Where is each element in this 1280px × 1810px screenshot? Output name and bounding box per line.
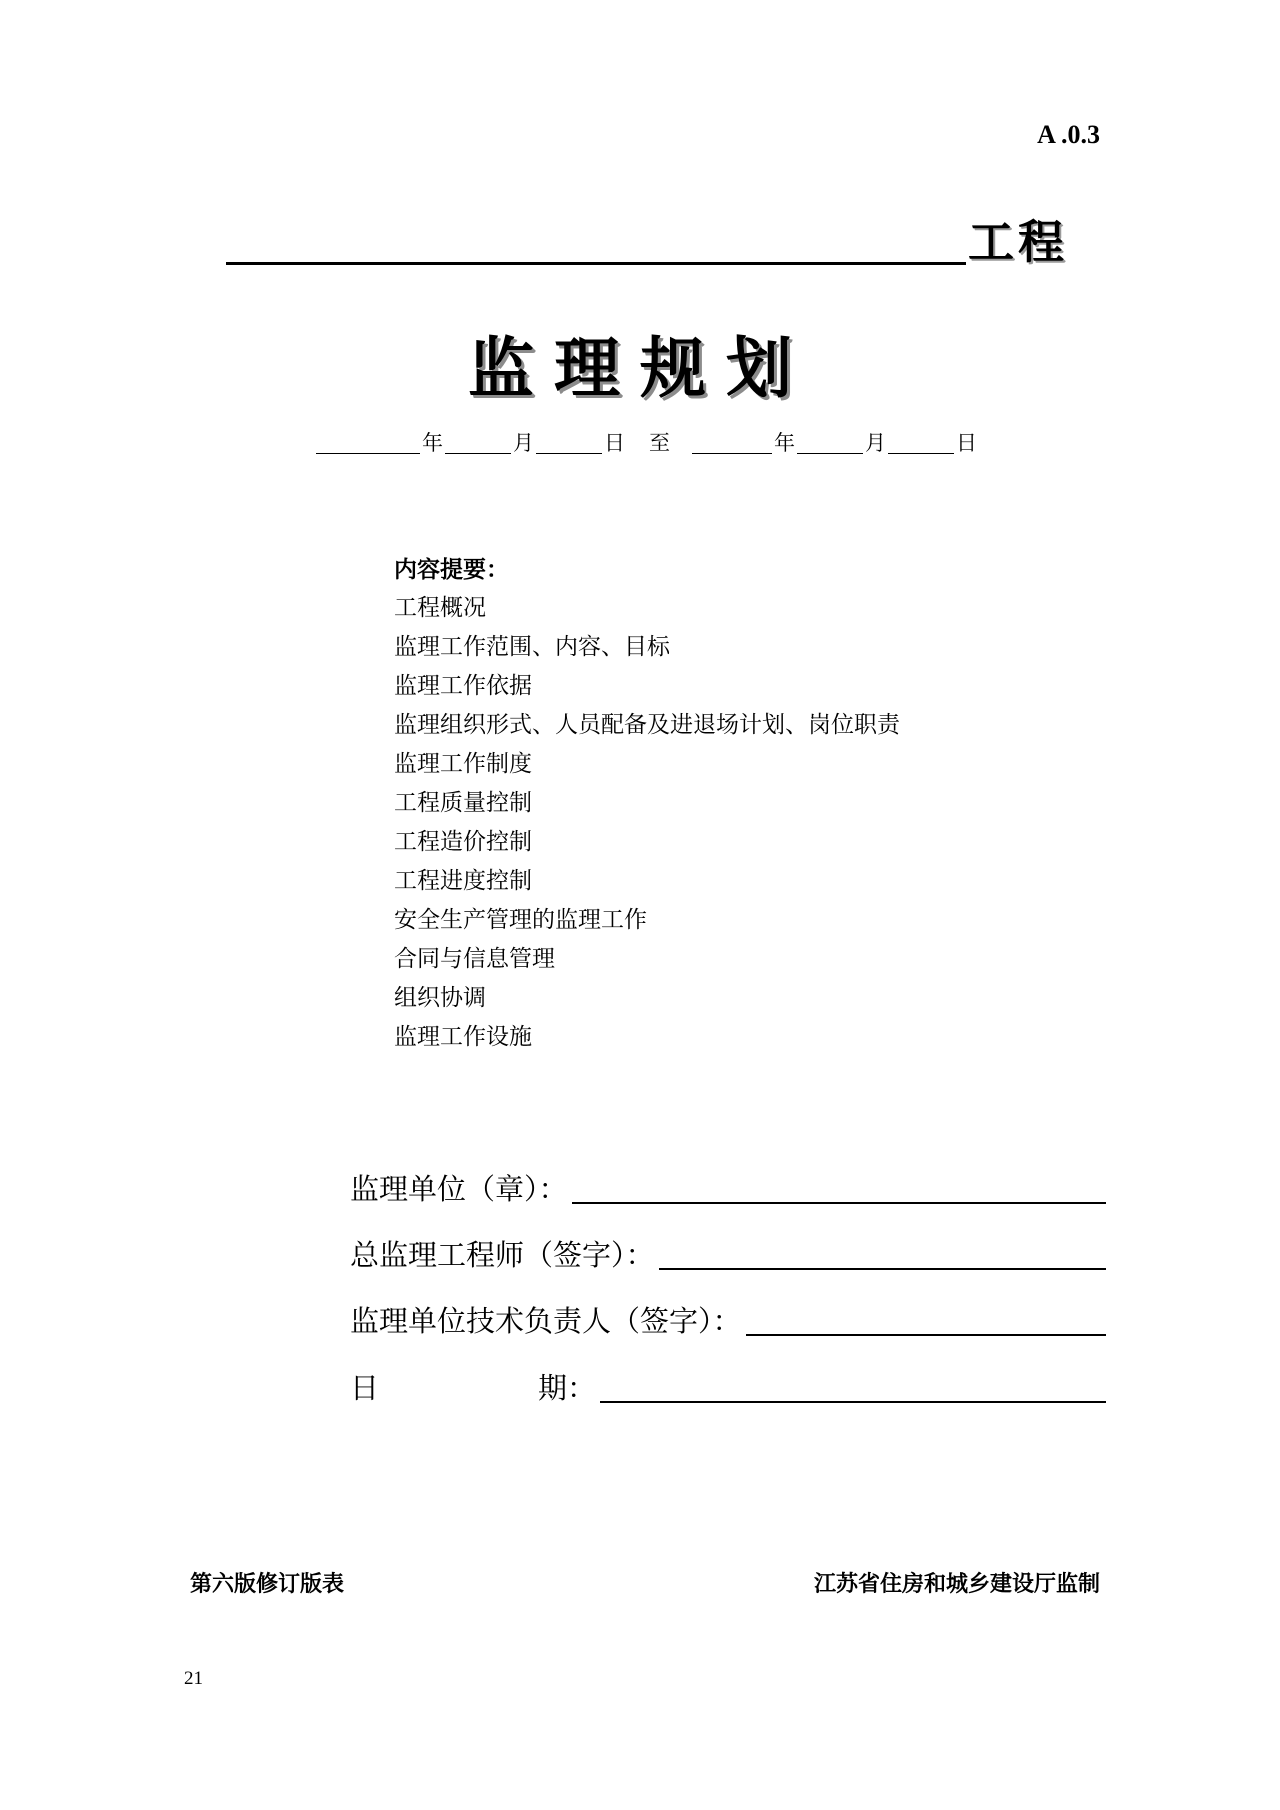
chief-engineer-label: 总监理工程师（签字）： — [350, 1238, 655, 1272]
list-item: 工程进度控制 — [394, 868, 532, 894]
end-year-blank[interactable] — [692, 432, 772, 454]
start-month-label: 月 — [513, 431, 534, 455]
end-day-label: 日 — [956, 431, 977, 455]
summary-title: 内容提要： — [394, 556, 509, 583]
unit-seal-field[interactable] — [572, 1172, 1106, 1204]
form-code: A .0.3 — [1037, 120, 1100, 149]
start-year-blank[interactable] — [316, 432, 420, 454]
list-item: 工程造价控制 — [394, 829, 532, 855]
list-item: 监理工作依据 — [394, 673, 532, 699]
list-item: 工程质量控制 — [394, 790, 532, 816]
content-summary — [394, 550, 900, 1057]
tech-lead-row — [350, 1304, 1106, 1336]
end-day-blank[interactable] — [888, 432, 954, 454]
list-item: 监理工作范围、内容、目标 — [394, 634, 670, 660]
chief-engineer-row — [350, 1238, 1106, 1270]
list-item: 监理工作制度 — [394, 751, 532, 777]
project-name-blank[interactable] — [226, 210, 966, 265]
sign-date-field[interactable] — [600, 1371, 1106, 1403]
sign-date-char1: 日 — [350, 1371, 380, 1405]
date-to-label: 至 — [649, 431, 670, 455]
page-title: 监理规划 — [468, 330, 812, 407]
list-item: 监理组织形式、人员配备及进退场计划、岗位职责 — [394, 712, 900, 738]
project-suffix: 工程 — [968, 215, 1068, 269]
sign-date-row — [350, 1371, 1106, 1403]
list-item: 安全生产管理的监理工作 — [394, 907, 647, 933]
chief-engineer-field[interactable] — [659, 1238, 1106, 1270]
sign-date-char2: 期： — [537, 1371, 596, 1405]
sign-date-label — [350, 1371, 596, 1405]
list-item: 组织协调 — [394, 985, 486, 1011]
tech-lead-field[interactable] — [746, 1304, 1106, 1336]
unit-seal-row — [350, 1172, 1106, 1204]
summary-list — [394, 589, 900, 1057]
start-day-blank[interactable] — [536, 432, 602, 454]
end-year-label: 年 — [774, 431, 795, 455]
start-year-label: 年 — [422, 431, 443, 455]
page-number: 21 — [184, 1668, 203, 1689]
list-item: 合同与信息管理 — [394, 946, 555, 972]
footer-issuer: 江苏省住房和城乡建设厅监制 — [813, 1572, 1100, 1597]
list-item: 工程概况 — [394, 595, 486, 621]
footer-edition: 第六版修订版表 — [190, 1572, 345, 1597]
project-name-line — [226, 210, 1068, 269]
end-month-blank[interactable] — [797, 432, 863, 454]
date-range-line — [316, 432, 979, 454]
start-day-label: 日 — [604, 431, 625, 455]
tech-lead-label: 监理单位技术负责人（签字）： — [350, 1304, 742, 1338]
start-month-blank[interactable] — [445, 432, 511, 454]
list-item: 监理工作设施 — [394, 1024, 532, 1050]
unit-seal-label: 监理单位（章）： — [350, 1172, 568, 1206]
end-month-label: 月 — [865, 431, 886, 455]
